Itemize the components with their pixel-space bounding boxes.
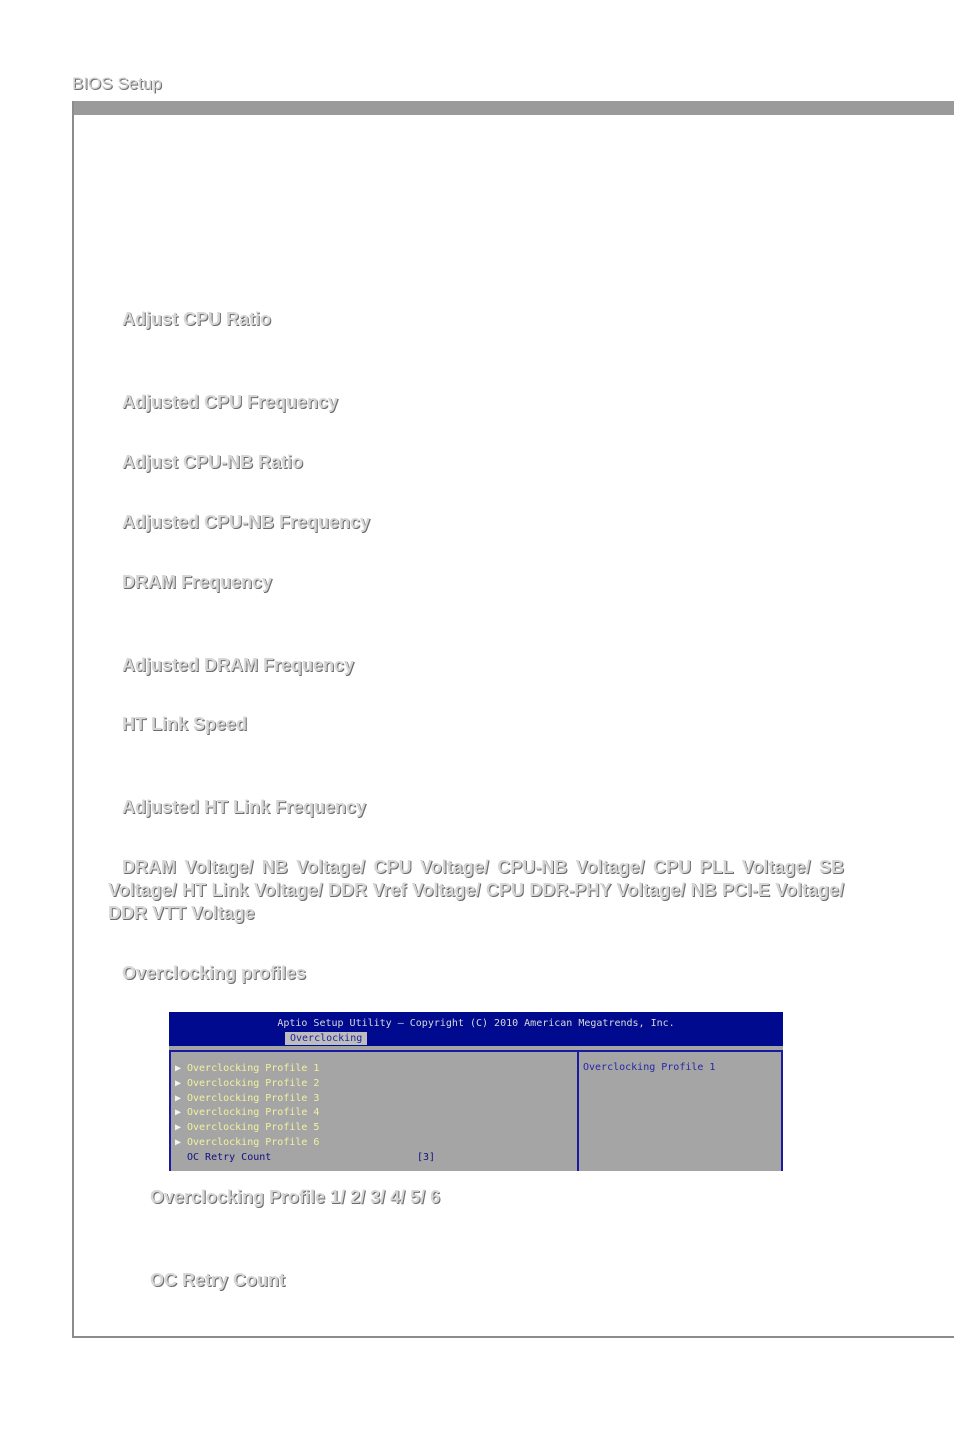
- bios-menu-item-profile-2[interactable]: [175, 1077, 319, 1092]
- bottom-rule: [72, 1336, 954, 1338]
- bios-menu-item-profile-6[interactable]: [175, 1136, 319, 1151]
- heading-adjusted-ht-link-frequency: Adjusted HT Link Frequency: [122, 797, 367, 817]
- bios-menu-item-label: Overclocking Profile 6: [187, 1136, 320, 1148]
- bios-title: Aptio Setup Utility – Copyright (C) 2010 American Megatrends, Inc.: [277, 1018, 675, 1029]
- heading-voltages: DRAM Voltage/ NB Voltage/ CPU Voltage/ CPU-NB Voltage/ CPU PLL Voltage/ SB Voltage/ HT Link Voltage/ DDR Vref Voltage/ CPU DDR-PHY Voltage/ NB PCI-E Voltage/ DDR VTT Voltage: [108, 857, 844, 923]
- bios-column-divider: [577, 1052, 579, 1171]
- bios-menu-list: [175, 1062, 436, 1166]
- bios-menu-item-label: Overclocking Profile 1: [187, 1063, 320, 1074]
- bios-menu-item-label: Overclocking Profile 5: [187, 1122, 320, 1134]
- heading-ht-link-speed: HT Link Speed: [122, 714, 248, 734]
- submenu-arrow-icon: ▶: [175, 1063, 182, 1074]
- bios-left-edge: [169, 1052, 171, 1171]
- bios-menu-item-profile-5[interactable]: [175, 1121, 319, 1136]
- bios-menu-item-label: OC Retry Count: [187, 1151, 272, 1163]
- heading-adjust-cpu-ratio: Adjust CPU Ratio: [122, 309, 272, 329]
- heading-dram-frequency: DRAM Frequency: [122, 572, 273, 592]
- heading-adjusted-cpu-nb-frequency: Adjusted CPU-NB Frequency: [122, 512, 371, 532]
- heading-oc-retry-count: OC Retry Count: [150, 1270, 285, 1290]
- bios-menu-item-label: Overclocking Profile 4: [187, 1107, 320, 1119]
- submenu-arrow-icon: ▶: [175, 1092, 182, 1104]
- heading-adjusted-dram-frequency: Adjusted DRAM Frequency: [122, 655, 355, 675]
- bios-menu-item-label: Overclocking Profile 2: [187, 1077, 320, 1089]
- bios-header: [169, 1012, 783, 1046]
- heading-overclocking-profiles: Overclocking profiles: [122, 963, 307, 983]
- heading-overclocking-profile-numbers: Overclocking Profile 1/ 2/ 3/ 4/ 5/ 6: [150, 1187, 441, 1207]
- heading-adjust-cpu-nb-ratio: Adjust CPU-NB Ratio: [122, 452, 303, 472]
- bios-menu-item-label: Overclocking Profile 3: [187, 1092, 320, 1104]
- header-bar: [72, 101, 954, 115]
- oc-retry-count-value[interactable]: [3]: [417, 1151, 436, 1163]
- submenu-arrow-icon: ▶: [175, 1077, 182, 1089]
- page-header: BIOS Setup: [72, 74, 162, 93]
- bios-screenshot: [169, 1012, 783, 1171]
- left-margin-rule: [72, 101, 74, 1338]
- submenu-arrow-icon: ▶: [175, 1107, 182, 1119]
- bios-tab-overclocking[interactable]: Overclocking: [285, 1032, 367, 1045]
- submenu-arrow-icon: ▶: [175, 1122, 182, 1134]
- bios-help-text: Overclocking Profile 1: [583, 1062, 716, 1073]
- bios-divider: [169, 1050, 783, 1052]
- heading-adjusted-cpu-frequency: Adjusted CPU Frequency: [122, 392, 339, 412]
- bios-menu-item-profile-3[interactable]: [175, 1092, 319, 1107]
- submenu-arrow-icon: ▶: [175, 1136, 182, 1148]
- bios-right-edge: [781, 1052, 783, 1171]
- bios-menu-item-oc-retry-count[interactable]: [175, 1151, 436, 1166]
- bios-menu-item-profile-1[interactable]: [175, 1062, 319, 1077]
- bios-menu-item-profile-4[interactable]: [175, 1106, 319, 1121]
